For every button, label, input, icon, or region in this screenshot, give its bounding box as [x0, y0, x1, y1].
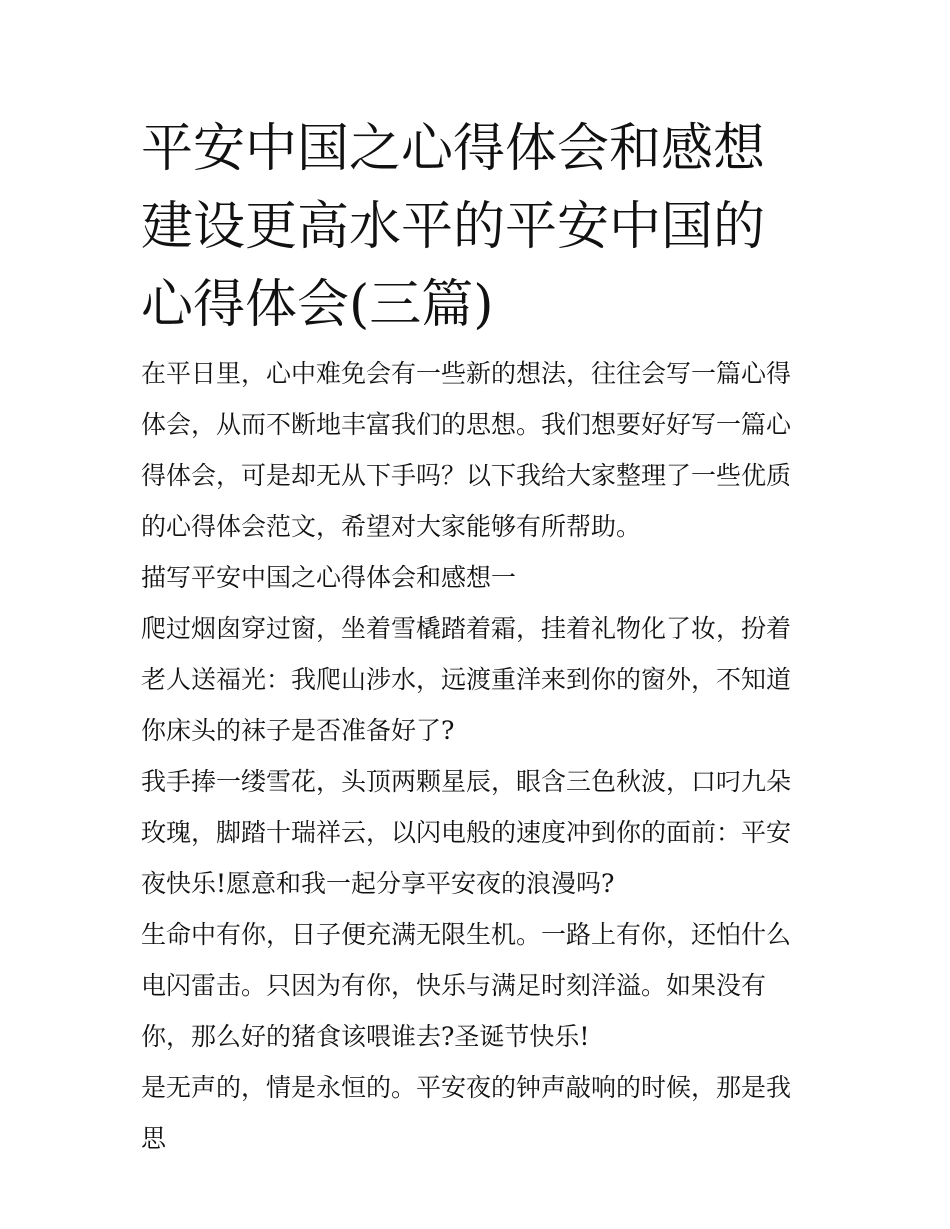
document-title: 平安中国之心得体会和感想 建设更高水平的平安中国的心得体会(三篇) — [141, 119, 766, 335]
body-paragraph: 我手捧一缕雪花，头顶两颗星辰，眼含三色秋波，口叼九朵玫瑰，脚踏十瑞祥云，以闪电般的速度冲到你的面前：平安夜快乐!愿意和我一起分享平安夜的浪漫吗? — [141, 767, 792, 898]
body-paragraph: 是无声的，情是永恒的。平安夜的钟声敲响的时候，那是我思 — [141, 1073, 792, 1153]
section-heading: 描写平安中国之心得体会和感想一 — [141, 563, 517, 592]
body-paragraph: 生命中有你，日子便充满无限生机。一路上有你，还怕什么电闪雷击。只因为有你，快乐与满足时刻洋溢。如果没有你，那么好的猪食该喂谁去?圣诞节快乐! — [141, 920, 792, 1051]
body-paragraph: 爬过烟囱穿过窗，坐着雪橇踏着霜，挂着礼物化了妆，扮着老人送福光：我爬山涉水，远渡重洋来到你的窗外，不知道你床头的袜子是否准备好了? — [141, 614, 792, 745]
intro-paragraph: 在平日里，心中难免会有一些新的想法，往往会写一篇心得体会，从而不断地丰富我们的思想。我们想要好好写一篇心得体会，可是却无从下手吗？以下我给大家整理了一些优质的心得体会范文，希望对大家能够有所帮助。 — [141, 359, 792, 541]
document-content — [141, 110, 813, 1164]
